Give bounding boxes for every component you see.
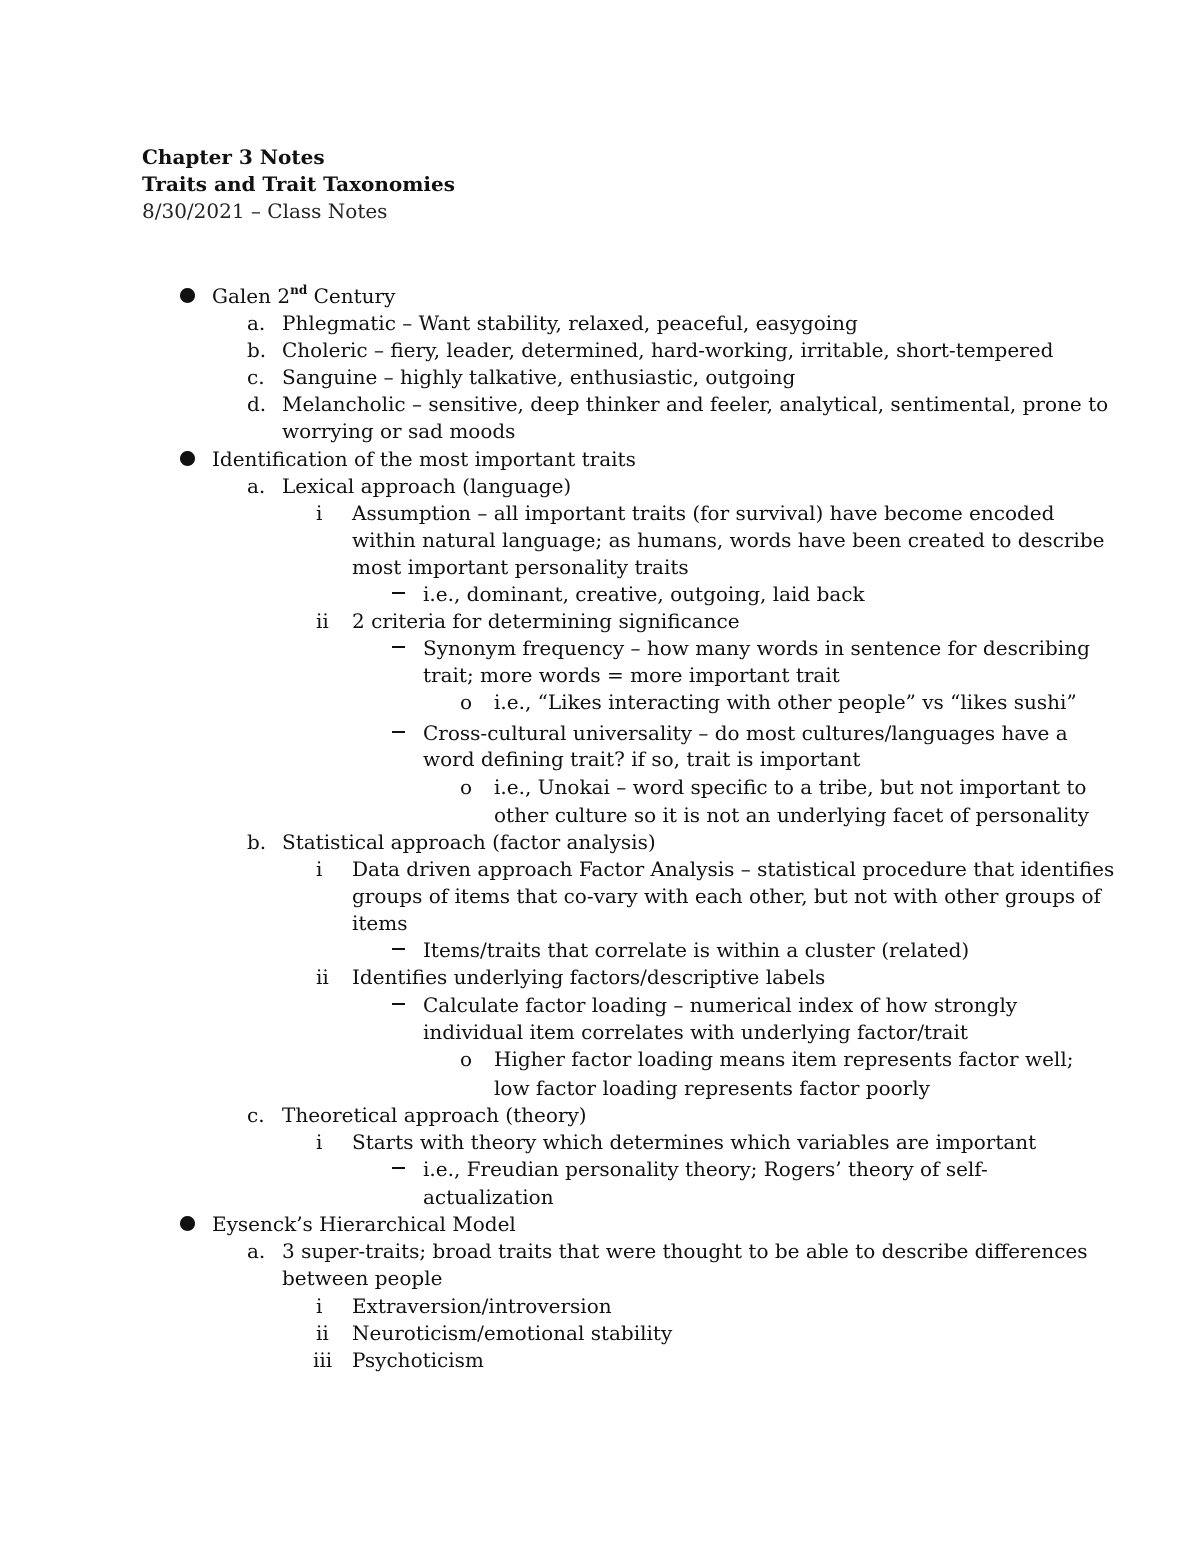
- list-item-continued: between people: [282, 1266, 443, 1290]
- list-marker: o: [460, 690, 473, 714]
- list-item-continued: word defining trait? if so, trait is important: [423, 747, 861, 771]
- bullet-icon: [180, 1216, 195, 1231]
- list-item: i.e., “Likes interacting with other people” vs “likes sushi”: [494, 690, 1077, 714]
- list-item: 2 criteria for determining significance: [352, 609, 740, 633]
- list-marker: i: [316, 1130, 323, 1154]
- list-item: Cross-cultural universality – do most cultures/languages have a: [423, 721, 1068, 745]
- list-item: Neuroticism/emotional stability: [352, 1321, 673, 1345]
- list-item: Data driven approach Factor Analysis – statistical procedure that identifies: [352, 857, 1115, 881]
- list-item-continued: trait; more words = more important trait: [423, 663, 840, 687]
- dash-bullet-icon: [392, 1167, 405, 1169]
- list-marker: d.: [247, 392, 267, 416]
- list-item-continued: low factor loading represents factor poorly: [494, 1076, 930, 1100]
- list-item: Sanguine – highly talkative, enthusiastic, outgoing: [282, 365, 796, 389]
- section-heading-identification: Identification of the most important traits: [212, 447, 636, 471]
- document-title: Chapter 3 Notes: [142, 145, 325, 169]
- dash-bullet-icon: [392, 731, 405, 733]
- list-marker: ii: [316, 609, 329, 633]
- list-item: Identifies underlying factors/descriptive labels: [352, 965, 826, 989]
- list-item: Higher factor loading means item represents factor well;: [494, 1047, 1074, 1071]
- list-item: Phlegmatic – Want stability, relaxed, peaceful, easygoing: [282, 311, 858, 335]
- list-item-continued: within natural language; as humans, words have been created to describe: [352, 528, 1105, 552]
- list-marker: b.: [247, 830, 267, 854]
- list-marker: b.: [247, 338, 267, 362]
- bullet-icon: [180, 288, 195, 303]
- list-item-continued: groups of items that co-vary with each other, but not with other groups of: [352, 884, 1101, 908]
- list-item-theoretical: Theoretical approach (theory): [282, 1103, 587, 1127]
- list-item: Psychoticism: [352, 1348, 484, 1372]
- dash-bullet-icon: [392, 948, 405, 950]
- list-item: Choleric – fiery, leader, determined, hard-working, irritable, short-tempered: [282, 338, 1054, 362]
- list-item: Synonym frequency – how many words in sentence for describing: [423, 636, 1090, 660]
- list-item: Extraversion/introversion: [352, 1294, 612, 1318]
- list-marker: a.: [247, 1239, 266, 1263]
- list-item: Assumption – all important traits (for survival) have become encoded: [352, 501, 1055, 525]
- list-item-continued: other culture so it is not an underlying facet of personality: [494, 803, 1089, 827]
- list-marker: a.: [247, 311, 266, 335]
- list-marker: i: [316, 1294, 323, 1318]
- dash-bullet-icon: [392, 592, 405, 594]
- list-marker: i: [316, 857, 323, 881]
- bullet-icon: [180, 451, 195, 466]
- list-item: Items/traits that correlate is within a cluster (related): [423, 938, 970, 962]
- list-marker: o: [460, 1047, 473, 1071]
- section-heading-eysenck: Eysenck’s Hierarchical Model: [212, 1212, 516, 1236]
- list-item: Calculate factor loading – numerical index of how strongly: [423, 993, 1018, 1017]
- list-marker: a.: [247, 474, 266, 498]
- list-item: Starts with theory which determines which variables are important: [352, 1130, 1037, 1154]
- list-marker: c.: [247, 365, 265, 389]
- list-item-continued: worrying or sad moods: [282, 419, 516, 443]
- list-item: Melancholic – sensitive, deep thinker and feeler, analytical, sentimental, prone to: [282, 392, 1109, 416]
- list-item-lexical: Lexical approach (language): [282, 474, 572, 498]
- list-marker: o: [460, 775, 473, 799]
- list-marker: c.: [247, 1103, 265, 1127]
- list-item-continued: items: [352, 911, 408, 935]
- list-item: i.e., Freudian personality theory; Rogers’ theory of self-: [423, 1157, 988, 1181]
- list-item: 3 super-traits; broad traits that were thought to be able to describe differences: [282, 1239, 1088, 1263]
- document-date: 8/30/2021 – Class Notes: [142, 199, 388, 223]
- list-marker: ii: [316, 1321, 329, 1345]
- list-item: i.e., Unokai – word specific to a tribe, but not important to: [494, 775, 1087, 799]
- section-heading-galen: Galen 2nd Century: [212, 283, 396, 308]
- list-marker: i: [316, 501, 323, 525]
- list-item-continued: most important personality traits: [352, 555, 689, 579]
- list-item-continued: actualization: [423, 1185, 554, 1209]
- list-item-statistical: Statistical approach (factor analysis): [282, 830, 656, 854]
- list-marker: iii: [313, 1348, 333, 1372]
- dash-bullet-icon: [392, 1003, 405, 1005]
- list-item: i.e., dominant, creative, outgoing, laid back: [423, 582, 865, 606]
- document-subtitle: Traits and Trait Taxonomies: [142, 172, 455, 196]
- list-item-continued: individual item correlates with underlying factor/trait: [423, 1020, 968, 1044]
- list-marker: ii: [316, 965, 329, 989]
- dash-bullet-icon: [392, 646, 405, 648]
